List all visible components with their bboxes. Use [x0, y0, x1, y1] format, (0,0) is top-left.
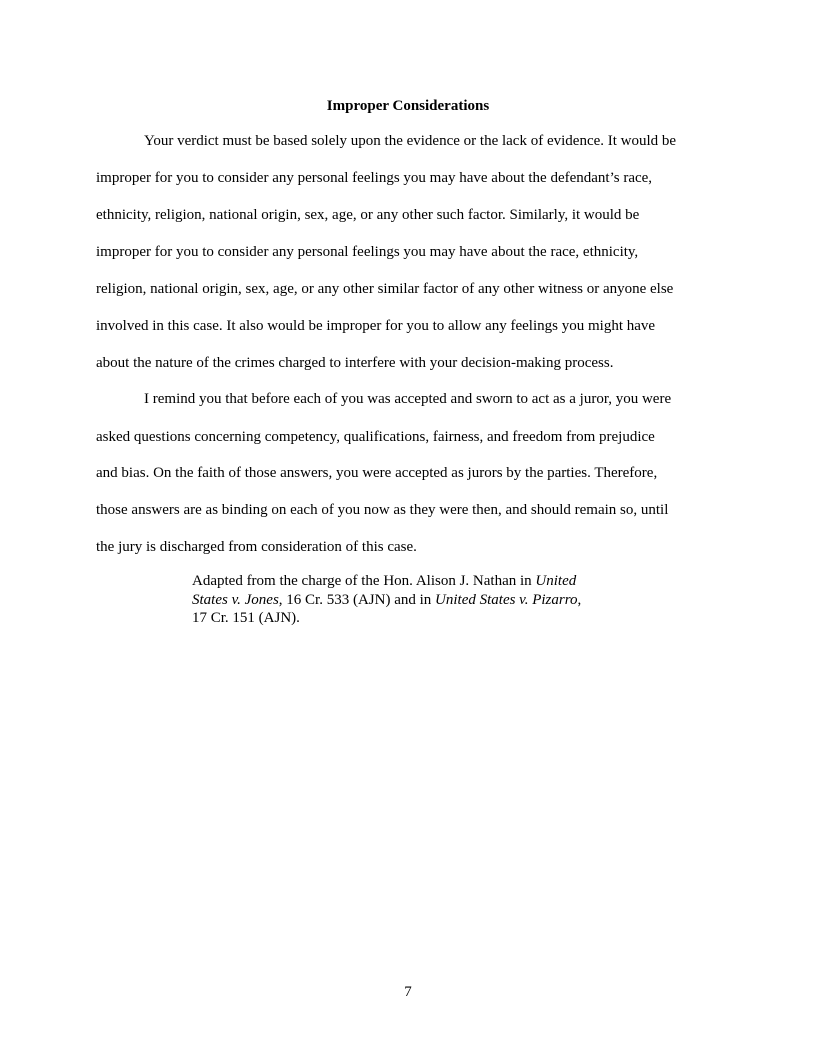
citation-text: Adapted from the charge of the Hon. Alison J. Nathan in	[192, 573, 536, 589]
citation-text: , 16 Cr. 533 (AJN) and in	[278, 591, 436, 608]
citation-text: ,	[577, 591, 582, 608]
paragraph-1-line: Your verdict must be based solely upon the evidence or the lack of evidence. It would be	[144, 133, 677, 149]
paragraph-2-line: the jury is discharged from consideration of this case.	[96, 539, 417, 555]
paragraph-1-line: about the nature of the crimes charged to interfere with your decision-making process.	[96, 355, 614, 371]
paragraph-2-line: those answers are as binding on each of you now as they were then, and should remain so, until	[96, 502, 669, 518]
paragraph-1-line: improper for you to consider any personal feelings you may have about the defendant’s race,	[96, 170, 653, 186]
paragraph-2-line: asked questions concerning competency, qualifications, fairness, and freedom from prejudice	[96, 429, 655, 445]
citation-case-name: United States v. Pizarro	[435, 591, 578, 608]
citation-line-3: 17 Cr. 151 (AJN).	[192, 610, 300, 626]
citation-block	[192, 572, 581, 628]
citation-case-name: States v. Jones	[192, 591, 279, 608]
page-number: 7	[404, 984, 412, 1000]
paragraph-1-line: religion, national origin, sex, age, or any other similar factor of any other witness or anyone else	[96, 281, 674, 297]
paragraph-1-line: involved in this case. It also would be improper for you to allow any feelings you might have	[96, 318, 656, 334]
paragraph-2-line: and bias. On the faith of those answers, you were accepted as jurors by the parties. Therefore,	[96, 465, 658, 481]
paragraph-1-line: ethnicity, religion, national origin, sex, age, or any other such factor. Similarly, it would be	[96, 207, 640, 223]
paragraph-1-line: improper for you to consider any personal feelings you may have about the race, ethnicity,	[96, 244, 639, 260]
paragraph-2-line: I remind you that before each of you was accepted and sworn to act as a juror, you were	[144, 391, 672, 407]
citation-line-1	[192, 572, 581, 591]
citation-case-name: United	[535, 573, 577, 589]
section-title: Improper Considerations	[326, 98, 490, 114]
citation-line-2	[192, 591, 581, 610]
